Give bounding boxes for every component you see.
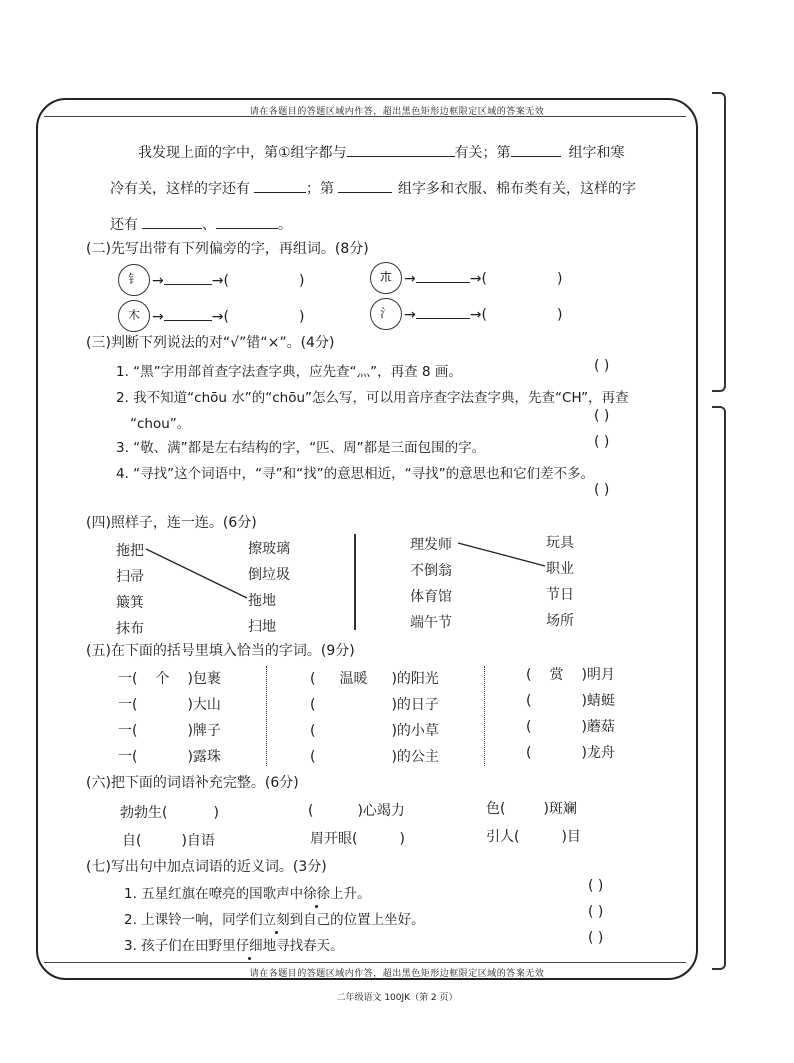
radical-cloud: 氵 xyxy=(370,298,402,330)
fill-item: ( 温暖 )的阳光 xyxy=(310,668,439,688)
match-word[interactable]: 拖把 xyxy=(116,543,144,559)
match-word[interactable]: 扫帚 xyxy=(116,569,144,585)
notice-divider xyxy=(44,962,686,963)
radical-cloud: 木 xyxy=(118,300,150,332)
section-5-title: (五)在下面的括号里填入恰当的字词。(9分) xyxy=(86,643,355,659)
fill-item: 一( 个 )包裹 xyxy=(118,668,221,688)
page-footer: 二年级语文 100JK（第 2 页） xyxy=(336,993,458,1003)
synonym-item: 1. 五星红旗在嘹亮的国歌声中徐徐上升。 xyxy=(124,882,371,902)
example-line-left xyxy=(146,549,247,598)
judge-item: 1. “黑”字用部首查字法查字典，应先查“灬”，再查 8 画。 xyxy=(116,364,462,380)
match-word[interactable]: 簸箕 xyxy=(116,595,144,611)
radical-cloud: 𣎳 xyxy=(370,262,402,294)
idiom-item: 勃勃生( ) xyxy=(120,805,219,821)
fill-item: ( )的公主 xyxy=(310,749,439,765)
match-word[interactable]: 不倒翁 xyxy=(410,563,452,579)
synonym-item: 3. 孩子们在田野里仔细地寻找春天。 xyxy=(124,934,344,954)
fill-item: ( )的小草 xyxy=(310,723,439,739)
match-word[interactable]: 体育馆 xyxy=(410,589,452,605)
column-divider xyxy=(266,666,267,766)
section-2-title: (二)先写出带有下列偏旁的字，再组词。(8分) xyxy=(86,241,369,257)
radical-answer-row: → →( ) xyxy=(152,306,304,325)
match-word[interactable]: 拖地 xyxy=(248,593,276,609)
fill-item: ( )龙舟 xyxy=(526,745,615,761)
fill-answer[interactable]: 赏 xyxy=(549,667,564,683)
section-6-title: (六)把下面的词语补充完整。(6分) xyxy=(86,775,299,791)
column-divider xyxy=(484,666,485,766)
match-word[interactable]: 倒垃圾 xyxy=(248,567,290,583)
idiom-item: ( )心竭力 xyxy=(308,803,405,819)
fill-item: 一( )露珠 xyxy=(118,749,221,765)
match-word[interactable]: 理发师 xyxy=(410,537,452,553)
fill-item: 一( )大山 xyxy=(118,697,221,713)
fill-item: ( )蘑菇 xyxy=(526,719,615,735)
judge-item: 3. “敬、满”都是左右结构的字，“匹、周”都是三面包围的字。 xyxy=(116,440,486,456)
judge-answer[interactable]: ( ) xyxy=(594,408,610,424)
idiom-item: 自( )自语 xyxy=(122,833,215,849)
radical-answer-row: → →( ) xyxy=(152,270,304,289)
match-word[interactable]: 扫地 xyxy=(248,619,276,635)
synonym-item: 2. 上课铃一响，同学们立刻到自己的位置上坐好。 xyxy=(124,908,425,928)
judge-item: 2. 我不知道“chōu 水”的“chōu”怎么写，可以用音序查字法查字典，先查“CH”，再查 xyxy=(116,390,629,406)
intro-line-2: 冷有关，这样的字还有 ；第 组字多和衣服、棉布类有关，这样的字 xyxy=(110,178,636,198)
section-3-title: (三)判断下列说法的对“√”错“×”。(4分) xyxy=(86,335,335,351)
radical-answer-row: → →( ) xyxy=(404,268,562,287)
synonym-answer[interactable]: ( ) xyxy=(588,930,604,946)
judge-answer[interactable]: ( ) xyxy=(594,482,610,498)
example-line-right xyxy=(458,543,545,566)
match-word[interactable]: 玩具 xyxy=(546,535,574,551)
judge-item: “chou”。 xyxy=(130,416,191,432)
fill-answer[interactable]: 个 xyxy=(155,671,170,687)
fill-item: 一( )牌子 xyxy=(118,723,221,739)
notice-bottom: 请在各题目的答题区域内作答，超出黑色矩形边框限定区域的答案无效 xyxy=(249,969,545,979)
judge-answer[interactable]: ( ) xyxy=(594,434,610,450)
idiom-item: 引人( )目 xyxy=(486,829,581,845)
intro-line-1: 我发现上面的字中，第①组字都与 有关；第 组字和寒 xyxy=(138,142,625,162)
idiom-item: 色( )斑斓 xyxy=(486,801,577,817)
section-4-title: (四)照样子，连一连。(6分) xyxy=(86,515,257,531)
match-word[interactable]: 职业 xyxy=(546,561,574,577)
fill-answer[interactable]: 温暖 xyxy=(339,671,368,687)
dotted-word: 徐徐 xyxy=(303,882,330,902)
synonym-answer[interactable]: ( ) xyxy=(588,904,604,920)
match-word[interactable]: 抹布 xyxy=(116,621,144,637)
dotted-word: 仔细 xyxy=(236,934,263,954)
fill-item: ( )的日子 xyxy=(310,697,439,713)
match-word[interactable]: 场所 xyxy=(546,613,574,629)
match-word[interactable]: 擦玻璃 xyxy=(248,541,290,557)
section-7-title: (七)写出句中加点词语的近义词。(3分) xyxy=(86,859,327,875)
synonym-answer[interactable]: ( ) xyxy=(588,878,604,894)
radical-cloud: 钅 xyxy=(118,264,150,296)
dotted-word: 立刻 xyxy=(263,908,290,928)
intro-line-3: 还有 、 。 xyxy=(110,214,292,234)
judge-item: 4. “寻找”这个词语中，“寻”和“找”的意思相近，“寻找”的意思也和它们差不多。 xyxy=(116,466,595,482)
judge-answer[interactable]: ( ) xyxy=(594,358,610,374)
match-word[interactable]: 节日 xyxy=(546,587,574,603)
fill-item: ( 赏 )明月 xyxy=(526,664,615,684)
idiom-item: 眉开眼( ) xyxy=(310,831,405,847)
match-word[interactable]: 端午节 xyxy=(410,615,452,631)
fill-item: ( )蜻蜓 xyxy=(526,693,615,709)
notice-top: 请在各题目的答题区域内作答，超出黑色矩形边框限定区域的答案无效 xyxy=(249,107,545,117)
radical-answer-row: → →( ) xyxy=(404,304,562,323)
